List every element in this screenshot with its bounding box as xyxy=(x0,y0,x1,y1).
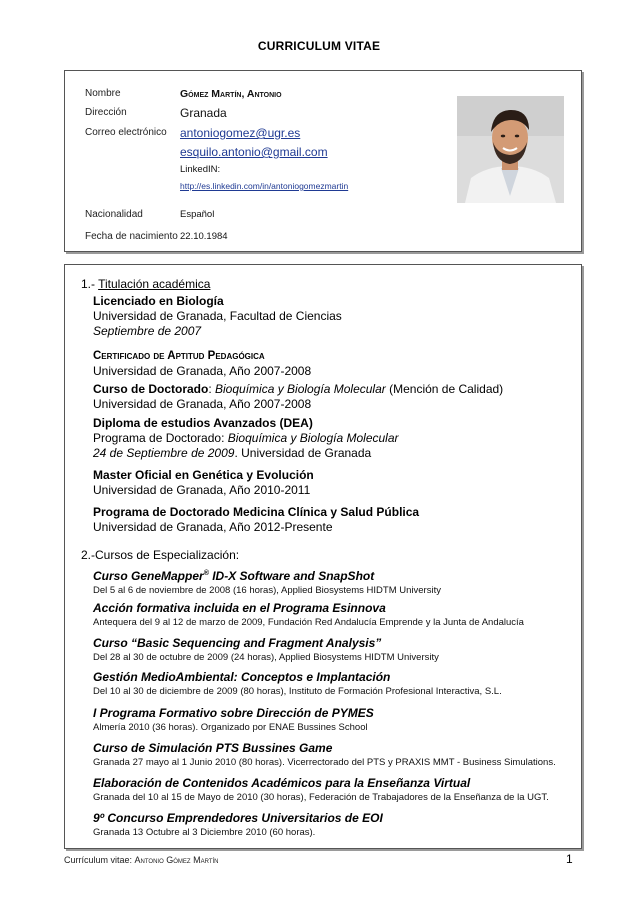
entry-title: Master Oficial en Genética y Evolución xyxy=(93,468,314,482)
education-entry xyxy=(93,505,573,535)
page-number: 1 xyxy=(566,852,573,866)
entry-institution: Universidad de Granada, Facultad de Ciencias xyxy=(93,309,342,323)
document-title: CURRICULUM VITAE xyxy=(257,39,381,53)
fecha-value: 22.10.1984 xyxy=(180,231,228,242)
section-heading-titulacion xyxy=(81,277,210,291)
main-content-box xyxy=(64,264,582,849)
course-title: Gestión MedioAmbiental: Conceptos e Implantación xyxy=(93,670,391,684)
person-portrait-icon xyxy=(457,96,564,203)
course-title xyxy=(93,566,579,584)
entry-title-main: Curso de Doctorado xyxy=(93,382,209,396)
entry-title: Licenciado en Biología xyxy=(93,294,224,308)
entry-title: Diploma de estudios Avanzados (DEA) xyxy=(93,416,313,430)
nacionalidad-label: Nacionalidad xyxy=(85,209,143,220)
section1-heading-text: Titulación académica xyxy=(98,277,211,291)
nombre-value: Gómez Martín, Antonio xyxy=(180,88,282,100)
linkedin-label: LinkedIN: xyxy=(180,164,221,175)
footer-name: Antonio Gómez Martín xyxy=(134,855,219,865)
entry-institution: Universidad de Granada, Año 2012-Presente xyxy=(93,520,333,534)
course-entry xyxy=(93,811,579,840)
footer-prefix: Currículum vitae: xyxy=(64,855,135,865)
course-desc: Granada 27 mayo al 1 Junio 2010 (80 horas). Vicerrectorado del PTS y PRAXIS MMT - Business Simulations. xyxy=(93,757,556,768)
course-entry xyxy=(93,741,579,770)
entry-title-note: (Mención de Calidad) xyxy=(385,382,504,396)
entry-title xyxy=(93,382,573,397)
course-desc: Del 10 al 30 de diciembre de 2009 (80 horas), Instituto de Formación Profesional Interactiva, S.L. xyxy=(93,686,502,697)
course-title-a: Curso GeneMapper xyxy=(93,569,204,583)
profile-photo xyxy=(457,96,564,203)
entry-program xyxy=(93,431,573,446)
course-desc: Antequera del 9 al 12 de marzo de 2009, Fundación Red Andalucía Emprende y la Junta de Andalucía xyxy=(93,617,524,628)
course-title-b: ID-X Software and SnapShot xyxy=(208,569,375,583)
course-title: Elaboración de Contenidos Académicos para la Enseñanza Virtual xyxy=(93,776,471,790)
email-link-2[interactable]: esquilo.antonio@gmail.com xyxy=(180,145,328,159)
direccion-value: Granada xyxy=(180,106,227,120)
entry-date: Septiembre de 2007 xyxy=(93,324,202,338)
entry-title: Certificado de Aptitud Pedagógica xyxy=(93,350,265,362)
course-title: Curso “Basic Sequencing and Fragment Analysis” xyxy=(93,636,382,650)
course-entry xyxy=(93,706,579,735)
course-title: Acción formativa incluida en el Programa Esinnova xyxy=(93,601,386,615)
course-desc: Granada 13 Octubre al 3 Diciembre 2010 (60 horas). xyxy=(93,827,316,838)
entry-institution: Universidad de Granada, Año 2007-2008 xyxy=(93,397,312,411)
nacionalidad-value: Español xyxy=(180,209,215,220)
email-link-1[interactable]: antoniogomez@ugr.es xyxy=(180,126,301,140)
education-entry xyxy=(93,349,573,379)
nombre-label: Nombre xyxy=(85,88,121,99)
course-entry xyxy=(93,776,579,805)
entry-program-label: Programa de Doctorado: xyxy=(93,431,228,445)
course-entry xyxy=(93,636,579,665)
fecha-label: Fecha de nacimiento xyxy=(85,231,178,242)
entry-title: Programa de Doctorado Medicina Clínica y Salud Pública xyxy=(93,505,420,519)
entry-date: 24 de Septiembre de 2009 xyxy=(93,446,235,460)
entry-title-sep: : xyxy=(208,382,216,396)
entry-program-name: Bioquímica y Biología Molecular xyxy=(227,431,399,445)
direccion-label: Dirección xyxy=(85,107,127,118)
course-desc: Del 28 al 30 de octubre de 2009 (24 horas), Applied Biosystems HIDTM University xyxy=(93,652,439,663)
entry-date-line xyxy=(93,446,573,461)
course-entry xyxy=(93,670,579,699)
entry-institution: Universidad de Granada, Año 2010-2011 xyxy=(93,483,311,497)
course-title: Curso de Simulación PTS Bussines Game xyxy=(93,741,333,755)
entry-title-program: Bioquímica y Biología Molecular xyxy=(215,382,386,396)
personal-info-box xyxy=(64,70,582,252)
course-title: 9º Concurso Emprendedores Universitarios de EOI xyxy=(93,811,383,825)
education-entry xyxy=(93,382,573,412)
education-entry xyxy=(93,468,573,498)
course-desc: Del 5 al 6 de noviembre de 2008 (16 horas), Applied Biosystems HIDTM University xyxy=(93,585,441,596)
course-entry xyxy=(93,601,579,630)
entry-institution: . Universidad de Granada xyxy=(234,446,372,460)
page-footer xyxy=(64,855,218,865)
entry-institution: Universidad de Granada, Año 2007-2008 xyxy=(93,364,312,378)
correo-label: Correo electrónico xyxy=(85,127,167,138)
registered-mark: ® xyxy=(203,570,209,577)
section1-prefix: 1.- xyxy=(81,277,99,291)
course-title: I Programa Formativo sobre Dirección de PYMES xyxy=(93,706,374,720)
linkedin-link[interactable]: http://es.linkedin.com/in/antoniogomezmartin xyxy=(180,181,349,191)
education-entry xyxy=(93,416,573,461)
course-desc: Almería 2010 (36 horas). Organizado por ENAE Bussines School xyxy=(93,722,368,733)
education-entry xyxy=(93,294,573,339)
course-desc: Granada del 10 al 15 de Mayo de 2010 (30 horas), Federación de Trabajadores de la Enseñanza de la UGT. xyxy=(93,792,549,803)
section-heading-cursos: 2.-Cursos de Especialización: xyxy=(81,548,240,562)
course-entry xyxy=(93,566,579,598)
